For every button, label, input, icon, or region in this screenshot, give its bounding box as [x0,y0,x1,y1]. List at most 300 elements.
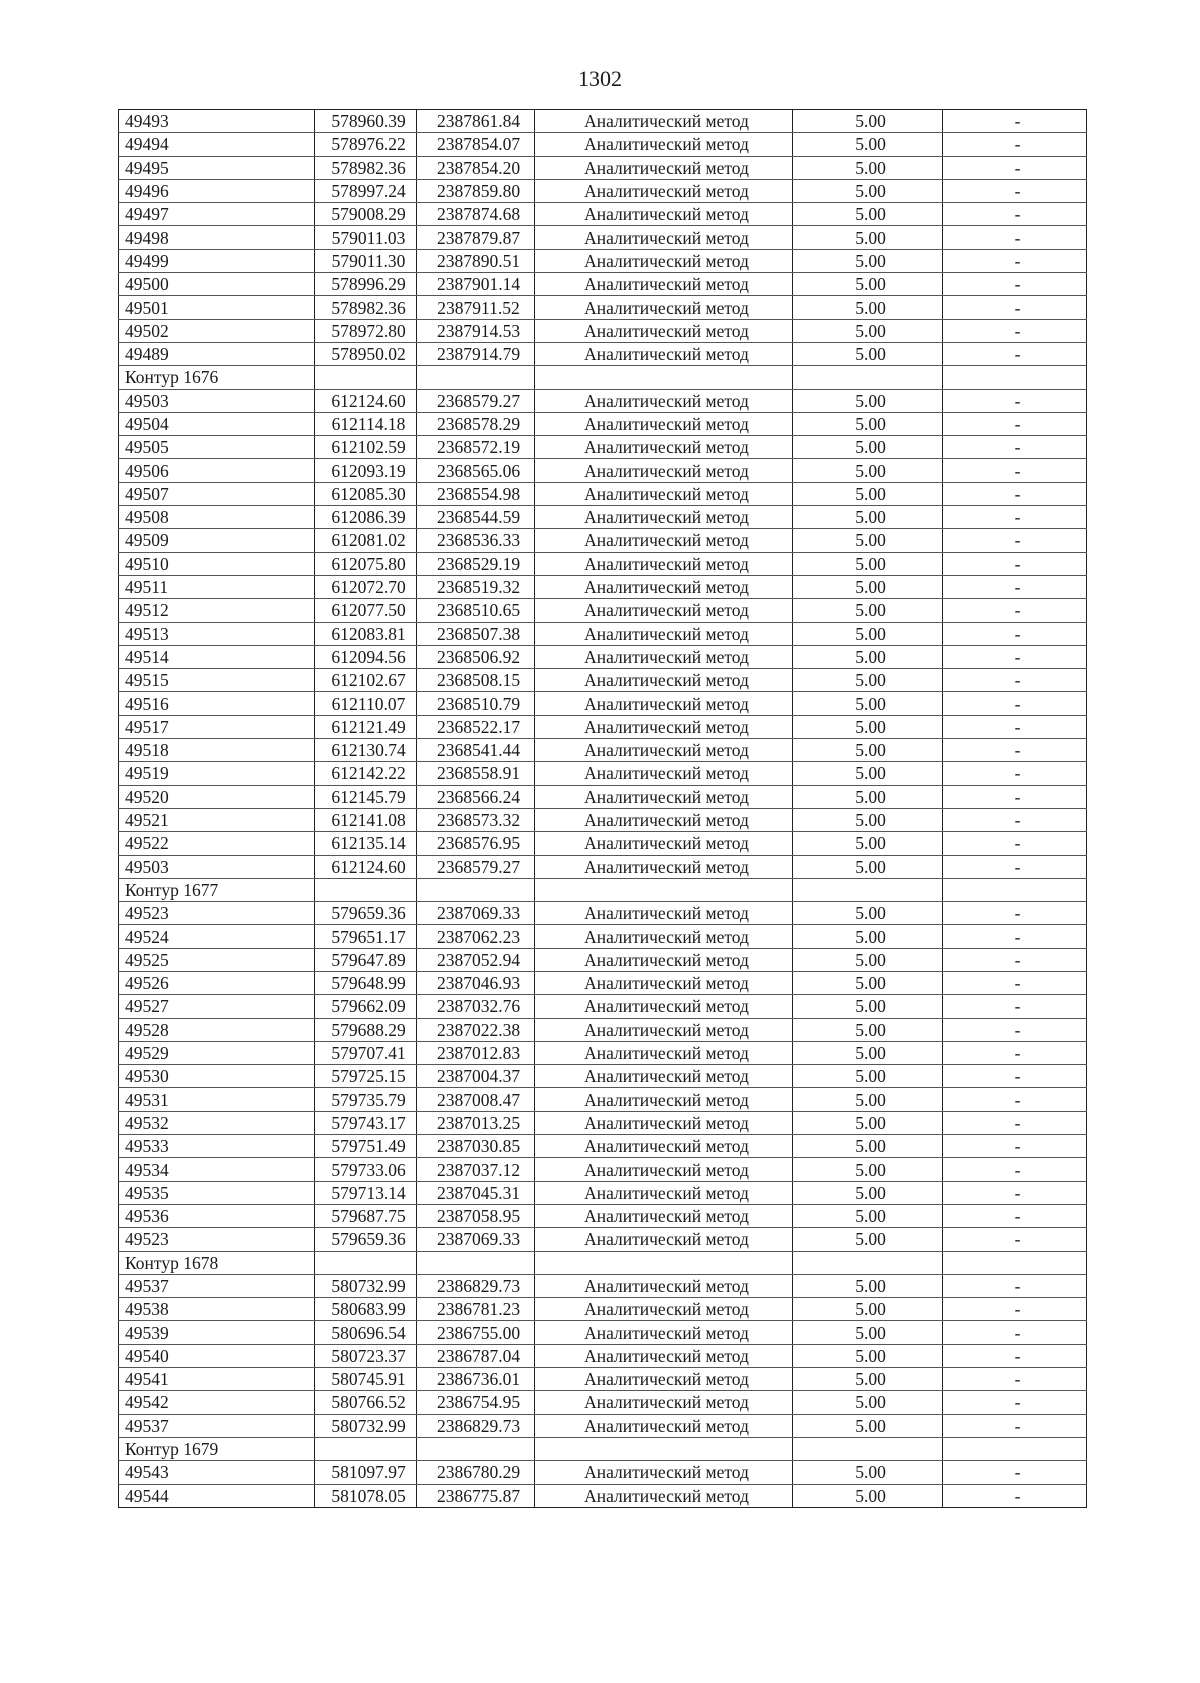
method-cell: Аналитический метод [535,995,793,1018]
method-cell: Аналитический метод [535,692,793,715]
note-cell: - [943,529,1087,552]
error-value-cell: 5.00 [793,412,943,435]
error-value-cell [793,1437,943,1460]
y-coordinate-cell: 2387879.87 [417,226,535,249]
note-cell: - [943,389,1087,412]
error-value-cell: 5.00 [793,645,943,668]
note-cell: - [943,808,1087,831]
note-cell: - [943,1204,1087,1227]
point-number-cell: 49534 [119,1158,315,1181]
error-value-cell: 5.00 [793,1135,943,1158]
y-coordinate-cell: 2387046.93 [417,971,535,994]
error-value-cell: 5.00 [793,622,943,645]
table-row [119,739,1087,762]
note-cell: - [943,133,1087,156]
table-row [119,995,1087,1018]
error-value-cell: 5.00 [793,179,943,202]
error-value-cell: 5.00 [793,1321,943,1344]
error-value-cell: 5.00 [793,1274,943,1297]
x-coordinate-cell: 612124.60 [315,389,417,412]
error-value-cell: 5.00 [793,1461,943,1484]
y-coordinate-cell: 2387854.07 [417,133,535,156]
y-coordinate-cell: 2387037.12 [417,1158,535,1181]
method-cell: Аналитический метод [535,156,793,179]
x-coordinate-cell: 612081.02 [315,529,417,552]
table-row [119,669,1087,692]
note-cell: - [943,1065,1087,1088]
x-coordinate-cell: 580745.91 [315,1368,417,1391]
x-coordinate-cell: 579011.03 [315,226,417,249]
y-coordinate-cell: 2387914.79 [417,342,535,365]
error-value-cell: 5.00 [793,156,943,179]
x-coordinate-cell: 579735.79 [315,1088,417,1111]
method-cell [535,366,793,389]
y-coordinate-cell: 2368507.38 [417,622,535,645]
error-value-cell: 5.00 [793,459,943,482]
method-cell: Аналитический метод [535,529,793,552]
point-number-cell: 49531 [119,1088,315,1111]
note-cell: - [943,296,1087,319]
error-value-cell: 5.00 [793,1111,943,1134]
x-coordinate-cell: 612124.60 [315,855,417,878]
y-coordinate-cell: 2387062.23 [417,925,535,948]
y-coordinate-cell: 2368506.92 [417,645,535,668]
error-value-cell: 5.00 [793,226,943,249]
error-value-cell: 5.00 [793,1484,943,1507]
method-cell: Аналитический метод [535,1298,793,1321]
contour-label: Контур 1678 [119,1251,315,1274]
x-coordinate-cell: 612102.59 [315,436,417,459]
y-coordinate-cell: 2387045.31 [417,1181,535,1204]
method-cell: Аналитический метод [535,179,793,202]
error-value-cell: 5.00 [793,575,943,598]
method-cell: Аналитический метод [535,249,793,272]
x-coordinate-cell: 578976.22 [315,133,417,156]
x-coordinate-cell: 578982.36 [315,296,417,319]
note-cell: - [943,436,1087,459]
y-coordinate-cell [417,1251,535,1274]
table-row [119,575,1087,598]
method-cell: Аналитический метод [535,925,793,948]
method-cell: Аналитический метод [535,552,793,575]
contour-header-row [119,366,1087,389]
y-coordinate-cell: 2387052.94 [417,948,535,971]
point-number-cell: 49494 [119,133,315,156]
y-coordinate-cell: 2387901.14 [417,273,535,296]
error-value-cell: 5.00 [793,832,943,855]
error-value-cell: 5.00 [793,1228,943,1251]
point-number-cell: 49529 [119,1041,315,1064]
table-row [119,1228,1087,1251]
method-cell: Аналитический метод [535,1135,793,1158]
x-coordinate-cell: 580766.52 [315,1391,417,1414]
method-cell: Аналитический метод [535,1484,793,1507]
method-cell: Аналитический метод [535,1461,793,1484]
table-row [119,855,1087,878]
point-number-cell: 49508 [119,506,315,529]
y-coordinate-cell: 2387013.25 [417,1111,535,1134]
error-value-cell: 5.00 [793,552,943,575]
contour-header-row [119,1251,1087,1274]
error-value-cell: 5.00 [793,506,943,529]
note-cell: - [943,855,1087,878]
y-coordinate-cell: 2368529.19 [417,552,535,575]
x-coordinate-cell: 579687.75 [315,1204,417,1227]
y-coordinate-cell: 2368565.06 [417,459,535,482]
note-cell [943,1437,1087,1460]
x-coordinate-cell: 578972.80 [315,319,417,342]
note-cell: - [943,715,1087,738]
point-number-cell: 49524 [119,925,315,948]
point-number-cell: 49533 [119,1135,315,1158]
table-row [119,1414,1087,1437]
error-value-cell: 5.00 [793,808,943,831]
note-cell [943,366,1087,389]
method-cell: Аналитический метод [535,133,793,156]
method-cell: Аналитический метод [535,459,793,482]
error-value-cell: 5.00 [793,1391,943,1414]
error-value-cell: 5.00 [793,203,943,226]
x-coordinate-cell: 612075.80 [315,552,417,575]
table-row [119,412,1087,435]
x-coordinate-cell: 612085.30 [315,482,417,505]
y-coordinate-cell: 2368510.65 [417,599,535,622]
y-coordinate-cell: 2387854.20 [417,156,535,179]
y-coordinate-cell: 2387022.38 [417,1018,535,1041]
note-cell: - [943,599,1087,622]
method-cell: Аналитический метод [535,1414,793,1437]
table-row [119,389,1087,412]
y-coordinate-cell: 2387058.95 [417,1204,535,1227]
point-number-cell: 49532 [119,1111,315,1134]
note-cell: - [943,1274,1087,1297]
point-number-cell: 49505 [119,436,315,459]
note-cell: - [943,785,1087,808]
x-coordinate-cell: 579659.36 [315,902,417,925]
table-row [119,971,1087,994]
table-row [119,110,1087,133]
point-number-cell: 49535 [119,1181,315,1204]
table-row [119,1135,1087,1158]
point-number-cell: 49544 [119,1484,315,1507]
error-value-cell: 5.00 [793,971,943,994]
y-coordinate-cell: 2368558.91 [417,762,535,785]
point-number-cell: 49542 [119,1391,315,1414]
table-row [119,506,1087,529]
method-cell: Аналитический метод [535,389,793,412]
point-number-cell: 49503 [119,389,315,412]
x-coordinate-cell [315,366,417,389]
coordinates-table [118,109,1087,1508]
note-cell: - [943,1158,1087,1181]
table-row [119,1181,1087,1204]
table-row [119,273,1087,296]
x-coordinate-cell: 612142.22 [315,762,417,785]
error-value-cell: 5.00 [793,319,943,342]
point-number-cell: 49495 [119,156,315,179]
note-cell: - [943,226,1087,249]
point-number-cell: 49525 [119,948,315,971]
y-coordinate-cell: 2387861.84 [417,110,535,133]
contour-header-row [119,1437,1087,1460]
method-cell: Аналитический метод [535,575,793,598]
y-coordinate-cell: 2386829.73 [417,1414,535,1437]
x-coordinate-cell: 612072.70 [315,575,417,598]
point-number-cell: 49504 [119,412,315,435]
note-cell: - [943,110,1087,133]
error-value-cell: 5.00 [793,855,943,878]
error-value-cell: 5.00 [793,925,943,948]
table-row [119,1111,1087,1134]
point-number-cell: 49541 [119,1368,315,1391]
point-number-cell: 49536 [119,1204,315,1227]
x-coordinate-cell: 612141.08 [315,808,417,831]
error-value-cell: 5.00 [793,715,943,738]
y-coordinate-cell: 2386736.01 [417,1368,535,1391]
note-cell: - [943,692,1087,715]
error-value-cell: 5.00 [793,110,943,133]
x-coordinate-cell: 612086.39 [315,506,417,529]
y-coordinate-cell: 2386781.23 [417,1298,535,1321]
method-cell: Аналитический метод [535,645,793,668]
y-coordinate-cell: 2387859.80 [417,179,535,202]
note-cell: - [943,995,1087,1018]
point-number-cell: 49538 [119,1298,315,1321]
point-number-cell: 49527 [119,995,315,1018]
table-row [119,1391,1087,1414]
method-cell: Аналитический метод [535,273,793,296]
note-cell: - [943,948,1087,971]
note-cell [943,878,1087,901]
note-cell: - [943,273,1087,296]
y-coordinate-cell: 2368573.32 [417,808,535,831]
table-row [119,1018,1087,1041]
method-cell [535,878,793,901]
x-coordinate-cell: 612102.67 [315,669,417,692]
x-coordinate-cell: 612094.56 [315,645,417,668]
table-row [119,692,1087,715]
x-coordinate-cell: 579713.14 [315,1181,417,1204]
point-number-cell: 49543 [119,1461,315,1484]
error-value-cell: 5.00 [793,249,943,272]
x-coordinate-cell: 579011.30 [315,249,417,272]
x-coordinate-cell: 581078.05 [315,1484,417,1507]
table-row [119,1484,1087,1507]
y-coordinate-cell: 2387004.37 [417,1065,535,1088]
x-coordinate-cell: 581097.97 [315,1461,417,1484]
x-coordinate-cell: 579648.99 [315,971,417,994]
point-number-cell: 49496 [119,179,315,202]
note-cell: - [943,1484,1087,1507]
method-cell: Аналитический метод [535,319,793,342]
note-cell: - [943,482,1087,505]
point-number-cell: 49523 [119,902,315,925]
table-row [119,1298,1087,1321]
y-coordinate-cell: 2368554.98 [417,482,535,505]
y-coordinate-cell: 2387914.53 [417,319,535,342]
point-number-cell: 49501 [119,296,315,319]
table-row [119,1065,1087,1088]
method-cell: Аналитический метод [535,739,793,762]
note-cell: - [943,1088,1087,1111]
error-value-cell: 5.00 [793,296,943,319]
note-cell: - [943,1391,1087,1414]
table-row [119,762,1087,785]
method-cell: Аналитический метод [535,622,793,645]
point-number-cell: 49519 [119,762,315,785]
y-coordinate-cell: 2368566.24 [417,785,535,808]
y-coordinate-cell: 2368541.44 [417,739,535,762]
x-coordinate-cell: 612114.18 [315,412,417,435]
point-number-cell: 49526 [119,971,315,994]
method-cell: Аналитический метод [535,1065,793,1088]
x-coordinate-cell: 612110.07 [315,692,417,715]
y-coordinate-cell: 2368579.27 [417,389,535,412]
x-coordinate-cell [315,1251,417,1274]
note-cell: - [943,1321,1087,1344]
x-coordinate-cell: 578960.39 [315,110,417,133]
note-cell: - [943,412,1087,435]
point-number-cell: 49515 [119,669,315,692]
error-value-cell: 5.00 [793,482,943,505]
table-row [119,1158,1087,1181]
note-cell: - [943,1298,1087,1321]
method-cell [535,1251,793,1274]
error-value-cell: 5.00 [793,902,943,925]
x-coordinate-cell: 580696.54 [315,1321,417,1344]
point-number-cell: 49512 [119,599,315,622]
x-coordinate-cell: 612083.81 [315,622,417,645]
x-coordinate-cell: 612121.49 [315,715,417,738]
x-coordinate-cell: 612135.14 [315,832,417,855]
table-row [119,459,1087,482]
y-coordinate-cell: 2387008.47 [417,1088,535,1111]
x-coordinate-cell [315,1437,417,1460]
note-cell: - [943,1228,1087,1251]
table-row [119,808,1087,831]
point-number-cell: 49530 [119,1065,315,1088]
point-number-cell: 49516 [119,692,315,715]
table-row [119,179,1087,202]
note-cell: - [943,179,1087,202]
contour-label: Контур 1676 [119,366,315,389]
table-row [119,1368,1087,1391]
point-number-cell: 49540 [119,1344,315,1367]
note-cell: - [943,1181,1087,1204]
y-coordinate-cell: 2386775.87 [417,1484,535,1507]
x-coordinate-cell: 579647.89 [315,948,417,971]
point-number-cell: 49493 [119,110,315,133]
y-coordinate-cell [417,366,535,389]
x-coordinate-cell: 579662.09 [315,995,417,1018]
method-cell: Аналитический метод [535,1018,793,1041]
x-coordinate-cell: 579751.49 [315,1135,417,1158]
y-coordinate-cell: 2368508.15 [417,669,535,692]
y-coordinate-cell: 2368536.33 [417,529,535,552]
note-cell: - [943,669,1087,692]
point-number-cell: 49513 [119,622,315,645]
point-number-cell: 49489 [119,342,315,365]
error-value-cell: 5.00 [793,599,943,622]
table-row [119,1041,1087,1064]
y-coordinate-cell: 2386829.73 [417,1274,535,1297]
note-cell: - [943,902,1087,925]
table-row [119,1204,1087,1227]
x-coordinate-cell: 579743.17 [315,1111,417,1134]
method-cell: Аналитический метод [535,808,793,831]
error-value-cell [793,878,943,901]
table-row [119,645,1087,668]
table-row [119,319,1087,342]
y-coordinate-cell [417,878,535,901]
table-row [119,482,1087,505]
method-cell: Аналитический метод [535,226,793,249]
table-row [119,1461,1087,1484]
point-number-cell: 49517 [119,715,315,738]
method-cell: Аналитический метод [535,1158,793,1181]
table-row [119,436,1087,459]
point-number-cell: 49511 [119,575,315,598]
point-number-cell: 49499 [119,249,315,272]
note-cell: - [943,1018,1087,1041]
y-coordinate-cell: 2387032.76 [417,995,535,1018]
method-cell: Аналитический метод [535,296,793,319]
x-coordinate-cell: 579688.29 [315,1018,417,1041]
point-number-cell: 49528 [119,1018,315,1041]
note-cell: - [943,925,1087,948]
error-value-cell: 5.00 [793,1298,943,1321]
method-cell: Аналитический метод [535,785,793,808]
method-cell: Аналитический метод [535,342,793,365]
method-cell: Аналитический метод [535,1368,793,1391]
y-coordinate-cell: 2368572.19 [417,436,535,459]
method-cell: Аналитический метод [535,1181,793,1204]
error-value-cell: 5.00 [793,692,943,715]
table-row [119,203,1087,226]
table-row [119,1088,1087,1111]
x-coordinate-cell: 579733.06 [315,1158,417,1181]
error-value-cell: 5.00 [793,1018,943,1041]
note-cell: - [943,622,1087,645]
table-row [119,902,1087,925]
method-cell: Аналитический метод [535,1111,793,1134]
contour-label: Контур 1679 [119,1437,315,1460]
method-cell: Аналитический метод [535,203,793,226]
method-cell: Аналитический метод [535,669,793,692]
error-value-cell: 5.00 [793,389,943,412]
method-cell: Аналитический метод [535,762,793,785]
table-row [119,133,1087,156]
method-cell: Аналитический метод [535,948,793,971]
error-value-cell: 5.00 [793,1368,943,1391]
error-value-cell: 5.00 [793,785,943,808]
y-coordinate-cell: 2386780.29 [417,1461,535,1484]
x-coordinate-cell: 580723.37 [315,1344,417,1367]
y-coordinate-cell: 2368544.59 [417,506,535,529]
coordinates-table-body [119,110,1087,1508]
table-row [119,925,1087,948]
y-coordinate-cell: 2387030.85 [417,1135,535,1158]
table-row [119,599,1087,622]
y-coordinate-cell: 2387069.33 [417,1228,535,1251]
method-cell: Аналитический метод [535,715,793,738]
note-cell: - [943,156,1087,179]
note-cell: - [943,971,1087,994]
x-coordinate-cell [315,878,417,901]
x-coordinate-cell: 579707.41 [315,1041,417,1064]
note-cell: - [943,1041,1087,1064]
method-cell: Аналитический метод [535,482,793,505]
